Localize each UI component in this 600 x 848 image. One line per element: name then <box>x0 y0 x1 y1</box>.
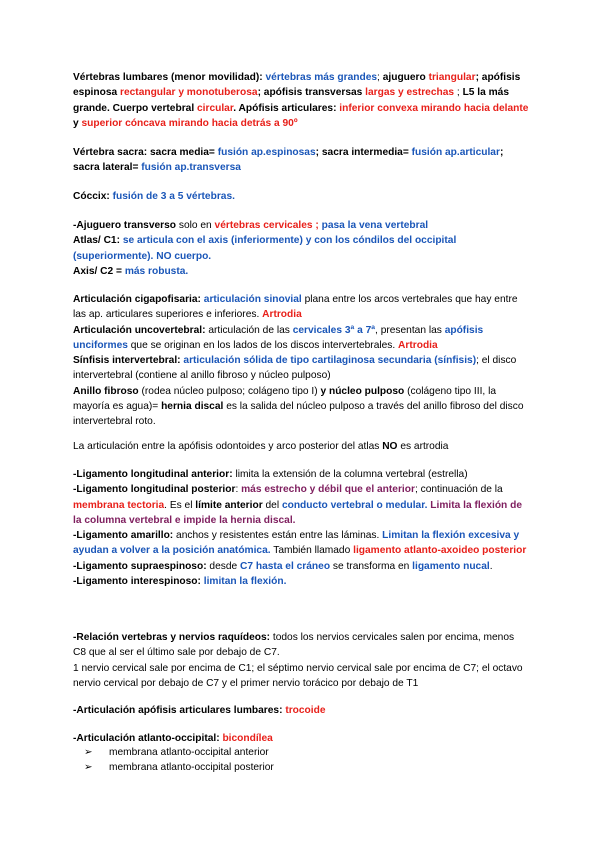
text-run: Articulación cigapofisaria: <box>73 294 204 305</box>
list-item-text: membrana atlanto-occipital anterior <box>109 747 269 758</box>
text-run: -Ligamento longitudinal anterior: <box>73 469 236 480</box>
text-run: ; apófisis transversas <box>257 87 366 99</box>
para-ligamentos <box>73 467 529 589</box>
para-nervios <box>73 630 529 691</box>
para-lumbares-articulares <box>73 703 529 718</box>
para-odontoides <box>73 439 529 454</box>
text-run: Sínfisis intervertebral: <box>73 355 184 367</box>
text-run: -Ligamento interespinoso: <box>73 576 204 588</box>
text-run: todos los nervios cervicales salen por encima, menos C8 que al ser el último sale por debajo de C7. <box>73 632 515 659</box>
text-run: y <box>73 117 82 129</box>
text-run: membrana tectoria <box>73 499 165 511</box>
text-run: anchos y resistentes están entre las láminas. <box>176 530 383 542</box>
text-run: ajuguero <box>382 72 429 83</box>
text-run: se articula con el axis (inferiormente) y con los cóndilos del occipital (superiormente). NO cuerpo. <box>73 235 457 262</box>
text-run: (colágeno tipo III, la mayoría es agua)= <box>73 385 496 413</box>
text-run: ; <box>454 87 463 99</box>
text-run: ; continuación de la <box>414 484 503 496</box>
text-run: -Ligamento supraespinoso: <box>73 560 210 572</box>
text-run: -Relación vertebras y nervios raquídeos: <box>73 632 273 643</box>
text-run: solo en <box>176 220 215 231</box>
text-run: vértebras cervicales ; <box>214 220 322 231</box>
text-run: Artrodia <box>398 339 438 351</box>
para-atlanto-occipital <box>73 731 529 746</box>
text-run: -Ajuguero transverso <box>73 220 177 231</box>
para-cervicales <box>73 218 529 279</box>
text-run: L5 la más grande. Cuerpo vertebral <box>73 87 510 114</box>
text-run: limita la extensión de la columna vertebral (estrella) <box>235 469 468 480</box>
para-sacra <box>73 145 529 176</box>
text-run: ; el disco intervertebral (contiene al anillo fibroso y núcleo pulposo) <box>73 355 517 382</box>
list-item-text: membrana atlanto-occipital posterior <box>109 762 274 774</box>
text-run: ligamento nucal <box>412 560 490 572</box>
text-run: ; apófisis espinosa <box>73 72 521 99</box>
arrow-bullet-icon: ➢ <box>84 762 93 774</box>
text-run: : <box>235 484 242 496</box>
text-run: más robusta. <box>124 265 189 277</box>
membranas-list <box>73 745 529 776</box>
text-run: -Ligamento longitudinal posterior <box>73 484 236 496</box>
text-run: La articulación entre la apófisis odontoides y arco posterior del atlas <box>73 441 383 452</box>
text-run: fusión ap.transversa <box>141 162 241 174</box>
text-run: -Articulación atlanto-occipital: <box>73 733 223 744</box>
list-item <box>73 745 529 760</box>
text-run: fusión ap.articular <box>411 147 500 158</box>
text-run: bicondílea <box>222 733 273 744</box>
text-run: Vértebra sacra: sacra media= <box>73 147 218 158</box>
text-run: desde <box>209 560 241 572</box>
text-run: NO <box>382 441 398 452</box>
text-run: articulación sólida de tipo cartilaginosa secundaria (sínfisis) <box>183 355 477 367</box>
para-articulaciones <box>73 292 529 430</box>
text-run: hernia discal <box>161 401 224 413</box>
text-run: . <box>489 560 493 572</box>
arrow-bullet-icon: ➢ <box>84 747 93 758</box>
text-run: -Articulación apófisis articulares lumbares: <box>73 705 286 716</box>
text-run: También llamado <box>270 545 354 557</box>
text-run: superior cóncava mirando hacia detrás a 90º <box>81 117 298 129</box>
text-run: límite anterior <box>195 499 263 511</box>
text-run: conducto vertebral o medular. <box>281 499 428 511</box>
list-item <box>73 760 529 775</box>
text-run: pasa la vena vertebral <box>321 220 429 231</box>
text-run: -Ligamento amarillo: <box>73 530 177 542</box>
text-run: articulación de las <box>208 324 293 336</box>
text-run: plana entre los arcos vertebrales que hay entre las ap. articulares superiores e inferiores. <box>73 294 518 321</box>
text-run: que se originan en los lados de los discos intervertebrales. <box>127 339 399 351</box>
text-run: apófisis unciformes <box>73 324 484 351</box>
text-run: más estrecho y débil que el anterior <box>241 484 415 496</box>
text-run: Artrodia <box>262 309 302 321</box>
text-run: Vértebras lumbares (menor movilidad): <box>73 72 266 83</box>
text-run: (rodea núcleo pulposo; colágeno tipo I) <box>138 385 321 397</box>
text-run: se transforma en <box>330 560 413 572</box>
text-run: Articulación uncovertebral: <box>73 324 209 336</box>
text-run: . Apófisis articulares: <box>233 102 340 114</box>
text-run: largas y estrechas <box>365 87 455 99</box>
text-run: rectangular y monotuberosa <box>120 87 258 99</box>
text-run: Cóccix: <box>73 191 113 202</box>
text-run: , presentan las <box>375 324 445 336</box>
text-run: articulación sinovial <box>203 294 302 305</box>
text-run: fusión de 3 a 5 vértebras. <box>112 191 235 202</box>
text-run: trocoide <box>285 705 326 716</box>
text-run: vértebras más grandes <box>265 72 378 83</box>
text-run: Limita la flexión de la columna vertebral e impide la hernia discal. <box>73 499 522 526</box>
text-run: ; sacra lateral= <box>73 147 504 174</box>
text-run: . Es el <box>164 499 196 511</box>
para-lumbares <box>73 70 529 131</box>
text-run: fusión ap.espinosas <box>217 147 316 158</box>
para-coccix <box>73 189 529 204</box>
text-run: Axis/ C2 = <box>73 265 125 277</box>
text-run: inferior convexa mirando hacia delante <box>339 102 529 114</box>
text-run: y núcleo pulposo <box>320 385 405 397</box>
text-run: circular <box>196 102 234 114</box>
text-run: ; sacra intermedia= <box>315 147 412 158</box>
text-run: ligamento atlanto-axoideo posterior <box>353 545 527 557</box>
text-run: Anillo fibroso <box>73 385 139 397</box>
text-run: Atlas/ C1: <box>73 235 123 247</box>
text-run: es artrodia <box>397 441 449 452</box>
text-run: es la salida del núcleo pulposo a través del anillo fibroso del disco intervertebral roto. <box>73 401 524 428</box>
text-run: 1 nervio cervical sale por encima de C1; el séptimo nervio cervical sale por encima de C7; el octavo nervio cervical por debajo de C7 y el primer nervio torácico por debajo de T1 <box>73 662 523 689</box>
text-run: C7 hasta el cráneo <box>240 560 331 572</box>
text-run: cervicales 3ª a 7ª <box>292 324 376 336</box>
text-run: ; <box>377 72 383 83</box>
text-run: del <box>262 499 282 511</box>
text-run: triangular <box>428 72 476 83</box>
text-run: Limitan la flexión excesiva y ayudan a volver a la posición anatómica. <box>73 530 520 557</box>
text-run: limitan la flexión. <box>203 576 287 588</box>
